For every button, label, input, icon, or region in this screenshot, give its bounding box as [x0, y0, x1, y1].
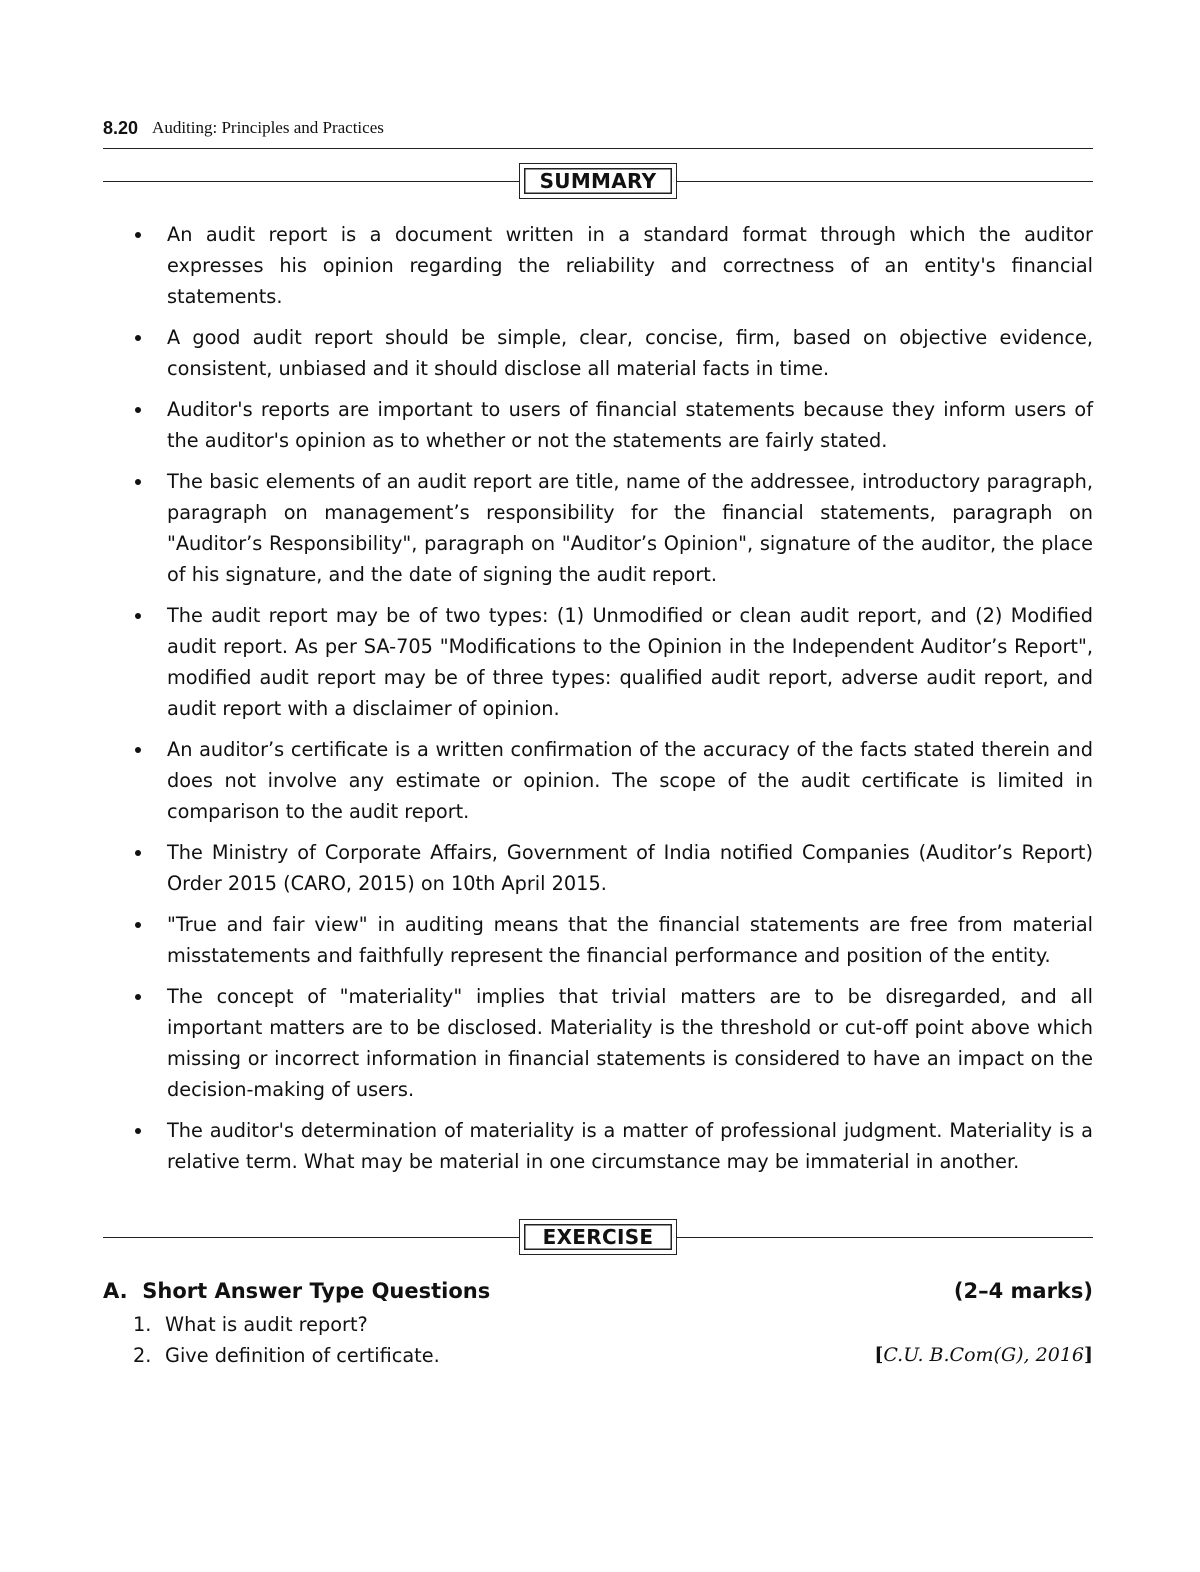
question-text: Give definition of certificate. [165, 1344, 440, 1367]
summary-item [103, 837, 1093, 899]
summary-item-text: The Ministry of Corporate Affairs, Government of India notified Companies (Auditor’s Report) Order 2015 (CARO, 2015) on 10th April 2015. [167, 841, 1093, 895]
bullet-icon [135, 407, 141, 413]
book-title: Auditing: Principles and Practices [152, 118, 384, 137]
section-a-heading [103, 1279, 1093, 1303]
summary-item [103, 394, 1093, 456]
summary-heading-bar [103, 161, 1093, 201]
page-number: 8.20 [103, 118, 139, 138]
summary-item-text: A good audit report should be simple, clear, concise, firm, based on objective evidence, consistent, unbiased and it should disclose all material facts in time. [167, 326, 1093, 380]
exercise-section [103, 1217, 1093, 1371]
summary-item [103, 909, 1093, 971]
exercise-heading-bar [103, 1217, 1093, 1257]
divider-right [677, 181, 1093, 182]
summary-item-text: Auditor's reports are important to users of financial statements because they inform users of the auditor's opinion as to whether or not the statements are fairly stated. [167, 398, 1093, 452]
bullet-icon [135, 922, 141, 928]
bullet-icon [135, 335, 141, 341]
question-number: 1. [133, 1313, 152, 1336]
question-number: 2. [133, 1344, 152, 1367]
question-item [103, 1309, 1093, 1340]
summary-item [103, 1115, 1093, 1177]
summary-item [103, 981, 1093, 1105]
summary-item [103, 734, 1093, 827]
bullet-icon [135, 613, 141, 619]
divider-right [677, 1237, 1093, 1238]
summary-item [103, 600, 1093, 724]
summary-heading: SUMMARY [519, 163, 677, 199]
summary-item-text: An audit report is a document written in a standard format through which the auditor expresses his opinion regarding the reliability and correctness of an entity's financial statements. [167, 223, 1093, 308]
question-item [103, 1340, 1093, 1371]
bullet-icon [135, 994, 141, 1000]
summary-item [103, 322, 1093, 384]
page [103, 118, 1093, 1371]
citation-text: C.U. B.Com(G), 2016 [883, 1344, 1084, 1366]
bullet-icon [135, 1128, 141, 1134]
summary-item-text: The audit report may be of two types: (1) Unmodified or clean audit report, and (2) Modified audit report. As per SA-705 "Modifications to the Opinion in the Independent Auditor’s Report", modified audit report may be of three types: qualified audit report, adverse audit report, and audit report with a disclaimer of opinion. [167, 604, 1093, 720]
summary-item-text: An auditor’s certificate is a written confirmation of the accuracy of the facts stated therein and does not involve any estimate or opinion. The scope of the audit certificate is limited in comparison to the audit report. [167, 738, 1093, 823]
section-a-marks: (2–4 marks) [953, 1279, 1093, 1303]
section-a-title: A. Short Answer Type Questions [103, 1279, 491, 1303]
summary-item-text: The auditor's determination of materiality is a matter of professional judgment. Materiality is a relative term. What may be material in one circumstance may be immaterial in another. [167, 1119, 1093, 1173]
question-citation: [C.U. B.Com(G), 2016] [874, 1344, 1093, 1366]
running-head [103, 118, 1093, 149]
summary-item-text: "True and fair view" in auditing means that the financial statements are free from material misstatements and faithfully represent the financial performance and position of the entity. [167, 913, 1093, 967]
summary-section [103, 161, 1093, 1177]
bullet-icon [135, 479, 141, 485]
divider-left [103, 1237, 519, 1238]
summary-list [103, 219, 1093, 1177]
question-list [103, 1309, 1093, 1371]
summary-item-text: The basic elements of an audit report are title, name of the addressee, introductory paragraph, paragraph on management’s responsibility for the financial statements, paragraph on "Auditor’s Responsibility", paragraph on "Auditor’s Opinion", signature of the auditor, the place of his signature, and the date of signing the audit report. [167, 470, 1093, 586]
summary-item [103, 219, 1093, 312]
summary-item-text: The concept of "materiality" implies that trivial matters are to be disregarded, and all important matters are to be disclosed. Materiality is the threshold or cut-off point above which missing or incorrect information in financial statements is considered to have an impact on the decision-making of users. [167, 985, 1093, 1101]
bullet-icon [135, 232, 141, 238]
divider-left [103, 181, 519, 182]
exercise-heading: EXERCISE [519, 1219, 677, 1255]
bullet-icon [135, 850, 141, 856]
summary-item [103, 466, 1093, 590]
question-text: What is audit report? [165, 1313, 368, 1336]
bullet-icon [135, 747, 141, 753]
